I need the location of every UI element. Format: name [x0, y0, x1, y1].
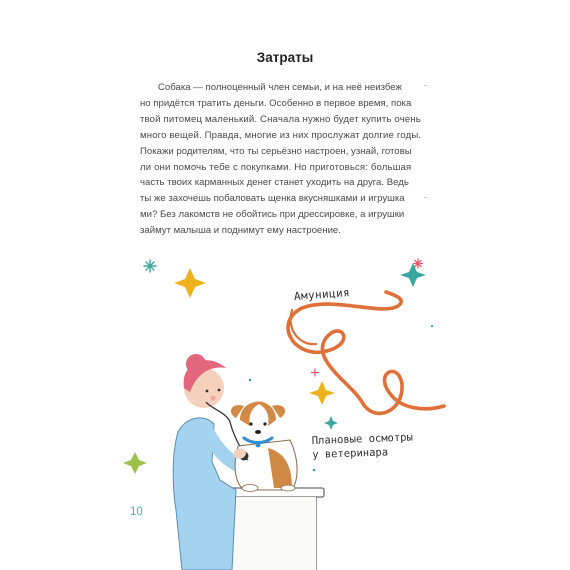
- hyphen-mark: -: [424, 192, 428, 203]
- paragraph-line: твой питомец маленький. Сначала нужно будет купить очень: [140, 113, 421, 125]
- paragraph-line: часть твоих карманных денег станет уходить на друга. Ведь: [140, 177, 409, 189]
- paragraph-line: Покажи родителям, что ты серьёзно настроен, узнай, готовы: [140, 145, 412, 157]
- star-yellow-icon: [309, 381, 335, 405]
- paragraph-line: ты же захочешь побаловать щенка вкусняшками и игрушка: [140, 193, 405, 205]
- caption-vet-line: Плановые осмотры: [311, 431, 414, 448]
- section-title: Затраты: [256, 50, 314, 65]
- caption-vet-line: у ветеринара: [312, 446, 389, 461]
- sparkle-pink-icon: [312, 369, 319, 376]
- leash-icon: [288, 292, 444, 413]
- paragraph-line: ли они помочь тебе с покупками. Но приготовься: большая: [140, 161, 412, 173]
- star-green-icon: [123, 452, 147, 474]
- caption-gear: Амуниция: [293, 286, 351, 303]
- hyphen-mark: -: [424, 80, 428, 91]
- dog-icon: [231, 402, 297, 492]
- sparkle-pink-icon: [414, 259, 423, 268]
- star-teal-icon: [324, 416, 338, 430]
- star-teal-icon: [400, 263, 426, 287]
- paragraph-line: ми? Без лакомств не обойтись при дрессировке, а игрушки: [140, 209, 405, 221]
- paragraph-line: займут малыша и поднимут ему настроение.: [140, 225, 341, 237]
- paragraph-line: Собака — полноценный член семьи, и на неё неизбеж: [158, 82, 402, 93]
- sparkle-teal-icon: [144, 260, 156, 272]
- page-number: 10: [130, 506, 143, 518]
- paragraph-line: много вещей. Правда, многие из них прослужат долгие годы.: [140, 129, 422, 141]
- caption-vet-checkups: [312, 430, 414, 462]
- paragraph-line: но придётся тратить деньги. Особенно в первое время, пока: [140, 97, 412, 109]
- star-yellow-icon: [174, 268, 206, 298]
- vet-icon: [173, 354, 242, 570]
